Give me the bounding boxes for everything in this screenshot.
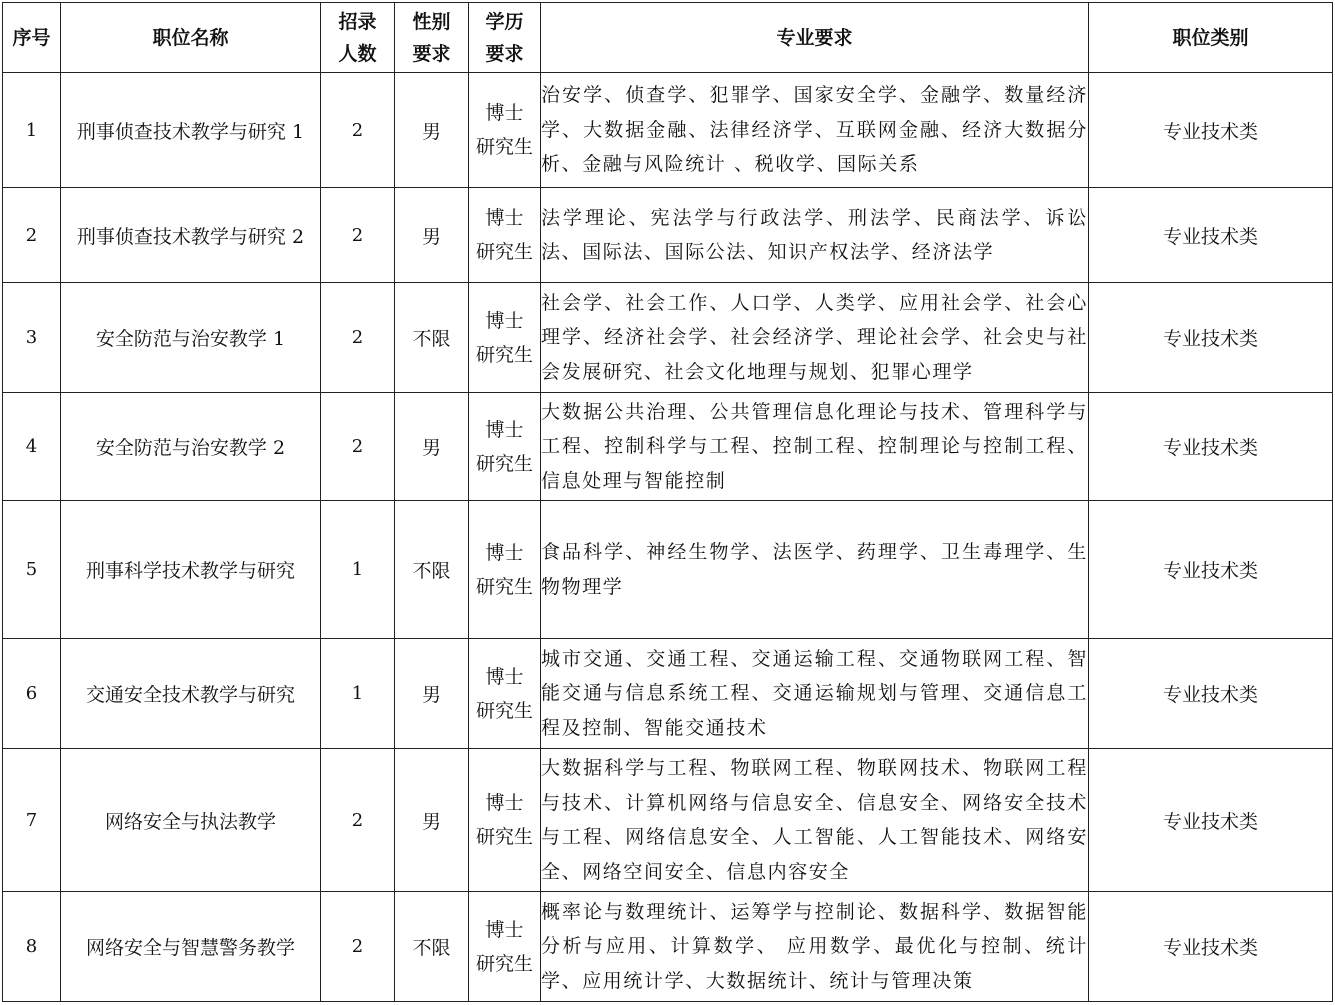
cell-category: 专业技术类: [1089, 73, 1333, 188]
cell-education: [469, 501, 541, 639]
table-row: [3, 639, 1333, 749]
header-edu-line2: 要求: [485, 42, 524, 65]
cell-category: 专业技术类: [1089, 501, 1333, 639]
cell-count: 2: [321, 892, 395, 1002]
cell-category: 专业技术类: [1089, 639, 1333, 749]
cell-no: 7: [3, 749, 61, 892]
cell-gender: 不限: [395, 501, 469, 639]
cell-education: [469, 892, 541, 1002]
education-degree: 博士: [485, 918, 524, 941]
cell-gender: 不限: [395, 892, 469, 1002]
cell-count: 2: [321, 393, 395, 501]
cell-education: [469, 639, 541, 749]
cell-position-name: 网络安全与执法教学: [61, 749, 321, 892]
cell-major: 城市交通、交通工程、交通运输工程、交通物联网工程、智能交通与信息系统工程、交通运输规划与管理、交通信息工程及控制、智能交通技术: [541, 639, 1089, 749]
cell-education: [469, 283, 541, 393]
cell-major: 法学理论、宪法学与行政法学、刑法学、民商法学、诉讼法、国际法、国际公法、知识产权法学、经济法学: [541, 188, 1089, 283]
cell-category: 专业技术类: [1089, 749, 1333, 892]
header-major: 专业要求: [541, 3, 1089, 73]
cell-gender: 男: [395, 639, 469, 749]
education-level: 研究生: [475, 952, 533, 975]
cell-major: 食品科学、神经生物学、法医学、药理学、卫生毒理学、生物物理学: [541, 501, 1089, 639]
cell-position-name: 网络安全与智慧警务教学: [61, 892, 321, 1002]
header-gender-line2: 要求: [412, 42, 451, 65]
education-level: 研究生: [475, 575, 533, 598]
header-no: 序号: [3, 3, 61, 73]
cell-gender: 不限: [395, 283, 469, 393]
header-category: 职位类别: [1089, 3, 1333, 73]
cell-position-name: 刑事侦查技术教学与研究 2: [61, 188, 321, 283]
cell-major: 大数据公共治理、公共管理信息化理论与技术、管理科学与工程、控制科学与工程、控制工程、控制理论与控制工程、信息处理与智能控制: [541, 393, 1089, 501]
header-count-line1: 招录: [338, 10, 377, 33]
cell-no: 2: [3, 188, 61, 283]
cell-position-name: 安全防范与治安教学 2: [61, 393, 321, 501]
cell-education: [469, 749, 541, 892]
cell-count: 2: [321, 73, 395, 188]
education-level: 研究生: [475, 699, 533, 722]
cell-no: 8: [3, 892, 61, 1002]
cell-major: 概率论与数理统计、运筹学与控制论、数据科学、数据智能分析与应用、计算数学、 应用数学、最优化与控制、统计学、应用统计学、大数据统计、统计与管理决策: [541, 892, 1089, 1002]
header-gender-line1: 性别: [412, 10, 451, 33]
header-row: [3, 3, 1333, 73]
cell-position-name: 交通安全技术教学与研究: [61, 639, 321, 749]
education-degree: 博士: [485, 102, 524, 124]
header-edu-line1: 学历: [485, 10, 524, 33]
header-education: [469, 3, 541, 73]
cell-major: 社会学、社会工作、人口学、人类学、应用社会学、社会心理学、经济社会学、社会经济学、理论社会学、社会史与社会发展研究、社会文化地理与规划、犯罪心理学: [541, 283, 1089, 393]
education-degree: 博士: [485, 665, 524, 688]
education-degree: 博士: [485, 792, 524, 814]
cell-no: 5: [3, 501, 61, 639]
cell-gender: 男: [395, 188, 469, 283]
cell-category: 专业技术类: [1089, 393, 1333, 501]
education-degree: 博士: [485, 309, 524, 332]
cell-position-name: 安全防范与治安教学 1: [61, 283, 321, 393]
cell-category: 专业技术类: [1089, 283, 1333, 393]
table-row: [3, 749, 1333, 892]
header-count-line2: 人数: [338, 42, 377, 65]
cell-major: 大数据科学与工程、物联网工程、物联网技术、物联网工程与技术、计算机网络与信息安全、信息安全、网络安全技术与工程、网络信息安全、人工智能、人工智能技术、网络安全、网络空间安全、信息内容安全: [541, 749, 1089, 892]
cell-major: 治安学、侦查学、犯罪学、国家安全学、金融学、数量经济学、大数据金融、法律经济学、互联网金融、经济大数据分析、金融与风险统计 、税收学、国际关系: [541, 73, 1089, 188]
cell-position-name: 刑事科学技术教学与研究: [61, 501, 321, 639]
cell-count: 1: [321, 501, 395, 639]
header-name: 职位名称: [61, 3, 321, 73]
education-level: 研究生: [475, 826, 533, 848]
cell-gender: 男: [395, 393, 469, 501]
cell-count: 2: [321, 749, 395, 892]
education-degree: 博士: [485, 541, 524, 564]
table-row: [3, 393, 1333, 501]
table-row: [3, 188, 1333, 283]
cell-category: 专业技术类: [1089, 188, 1333, 283]
education-level: 研究生: [475, 343, 533, 366]
cell-no: 3: [3, 283, 61, 393]
education-level: 研究生: [475, 241, 533, 263]
cell-no: 6: [3, 639, 61, 749]
cell-gender: 男: [395, 73, 469, 188]
header-gender: [395, 3, 469, 73]
table-row: [3, 73, 1333, 188]
cell-no: 4: [3, 393, 61, 501]
cell-category: 专业技术类: [1089, 892, 1333, 1002]
cell-education: [469, 393, 541, 501]
positions-table: [2, 2, 1333, 1002]
education-level: 研究生: [475, 452, 533, 475]
cell-count: 2: [321, 283, 395, 393]
table-row: [3, 892, 1333, 1002]
cell-gender: 男: [395, 749, 469, 892]
cell-position-name: 刑事侦查技术教学与研究 1: [61, 73, 321, 188]
education-level: 研究生: [475, 136, 533, 158]
table-row: [3, 283, 1333, 393]
cell-count: 2: [321, 188, 395, 283]
education-degree: 博士: [485, 207, 524, 229]
cell-education: [469, 188, 541, 283]
header-count: [321, 3, 395, 73]
cell-no: 1: [3, 73, 61, 188]
cell-education: [469, 73, 541, 188]
table-row: [3, 501, 1333, 639]
cell-count: 1: [321, 639, 395, 749]
education-degree: 博士: [485, 418, 524, 441]
